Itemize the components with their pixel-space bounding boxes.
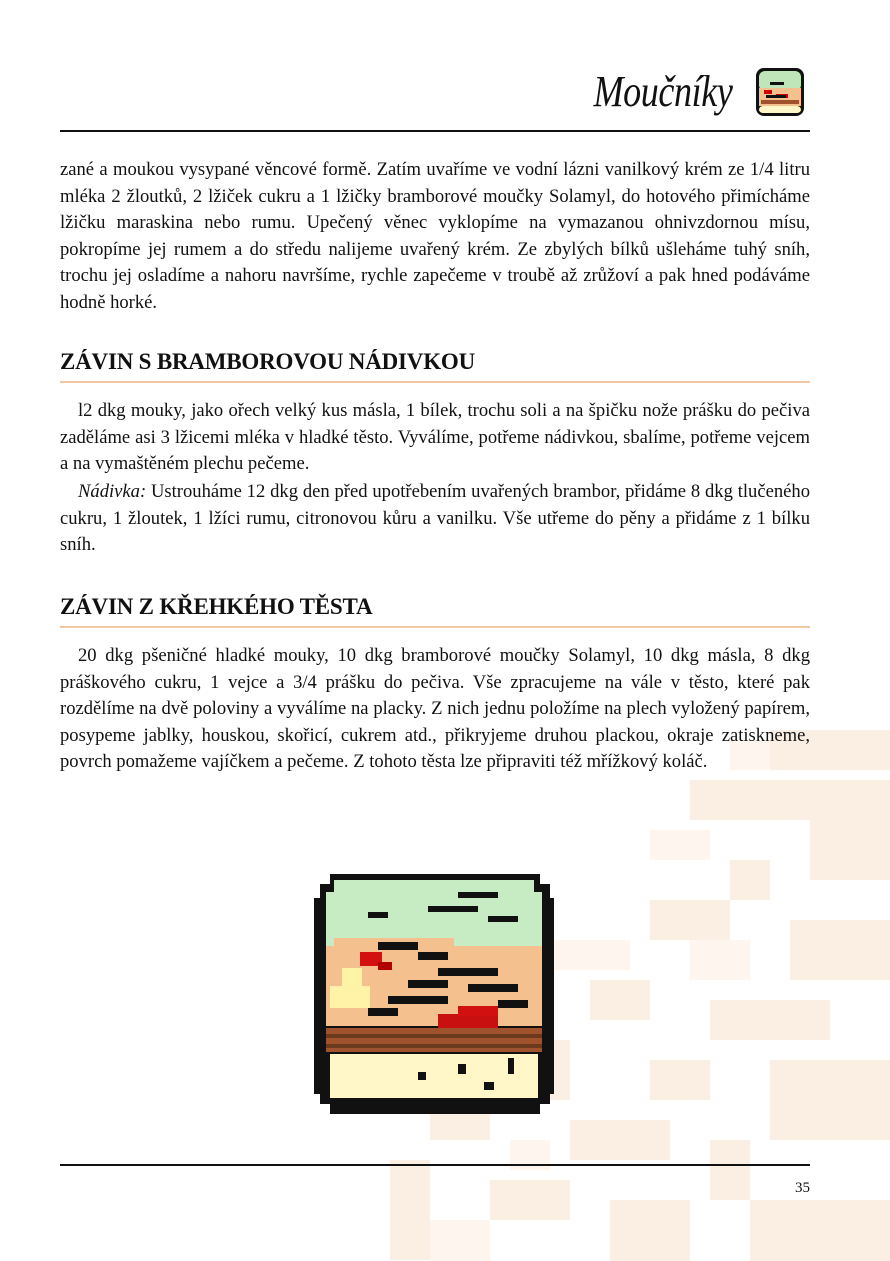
- page-number: 35: [795, 1180, 810, 1196]
- section-heading-zavin-bramborova: ZÁVIN S BRAMBOROVOU NÁDIVKOU: [60, 347, 810, 383]
- strudel-icon: [752, 64, 808, 120]
- section-heading-zavin-krehke: ZÁVIN Z KŘEHKÉHO TĚSTA: [60, 592, 810, 628]
- chapter-title: Moučníky: [593, 67, 732, 116]
- strudel-pixel-illustration: [308, 868, 560, 1120]
- section-1-paragraph: l2 dkg mouky, jako ořech velký kus másla, 1 bílek, trochu soli a na špičku nože prášku do pečiva zaděláme asi 3 lžicemi mléka v hladké těsto. Vyválíme, potřeme nádivkou, sbalíme, potřeme vejcem a na vymaštěném plechu pečeme.: [60, 400, 810, 474]
- filling-label: Nádivka:: [78, 481, 147, 502]
- intro-paragraph: zané a moukou vysypané věncové formě. Zatím uvaříme ve vodní lázni vanilkový krém ze 1/4 litru mléka 2 žloutků, 2 lžiček cukru a 1 lžičky bramborové moučky Solamyl, do hotového přimícháme lžičku maraskina nebo rumu. Upečený věnec vyklopíme na vymazanou ohnivzdornou mísu, pokropíme jej rumem a do středu nalijeme uvařený krém. Ze zbylých bílků ušleháme tuhý sníh, trochu jej osladíme a nahoru navršíme, rychle zapečeme v troubě až zrůžoví a pak hned podáváme hodně horké.: [60, 159, 810, 313]
- footer-rule: [60, 1164, 810, 1166]
- header-rule: [60, 130, 810, 132]
- section-2-paragraph: 20 dkg pšeničné hladké mouky, 10 dkg bramborové moučky Solamyl, 10 dkg másla, 8 dkg práškového cukru, 1 vejce a 3/4 prášku do pečiva. Vše zpracujeme na vále v těsto, které pak rozdělíme na dvě poloviny a vyválíme na placky. Z nich jednu položíme na plech vyložený papírem, posypeme jablky, houskou, skořicí, cukrem atd., přikryjeme druhou plackou, okraje zatiskneme, povrch pomažeme vajíčkem a pečeme. Z tohoto těsta lze připraviti též mřížkový koláč.: [60, 645, 810, 772]
- section-1-filling-paragraph: [60, 479, 810, 559]
- filling-text: Ustrouháme 12 dkg den před upotřebením uvařených brambor, přidáme 8 dkg tlučeného cukru, 1 žloutek, 1 lžíci rumu, citronovou kůru a vanilku. Vše utřeme do pěny a přidáme z 1 bílku sníh.: [60, 481, 810, 555]
